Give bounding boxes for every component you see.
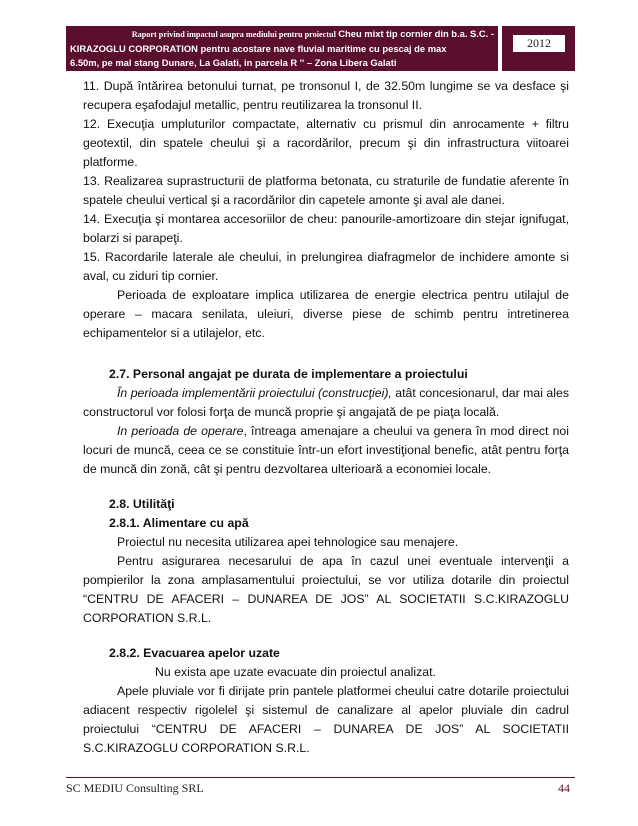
list-item-11: 11. După întărirea betonului turnat, pe tronsonul I, de 32.50m lungime se va desface şi recupera eşafodajul metallic, pentru reutilizarea la tronsonul II. — [83, 79, 569, 112]
header-title-line-2: KIRAZOGLU CORPORATION pentru acostare nave fluvial maritime cu pescaj de max — [70, 43, 447, 54]
page-header — [66, 26, 575, 71]
list-item-14: 14. Execuţia şi montarea accesoriilor de cheu: panourile-amortizoare din stejar ignifugat, bolarzi si parapeţi. — [83, 212, 569, 245]
paragraph-water-none: Proiectul nu necesita utilizarea apei tehnologice sau menajere. — [117, 535, 459, 549]
list-item-12: 12. Execuţia umpluturilor compactate, alternativ cu prismul din anrocamente + filtru geotextil, din spatele cheului şi a racordărilor, precum şi din infrastructura viitoarei platforme. — [83, 117, 569, 169]
document-body — [83, 77, 569, 758]
paragraph-water-firefighting: Pentru asigurarea necesarului de apa în cazul unei eventuale intervenţii a pompierilor la zona amplasamentului proiectului, se vor utiliza dotarile din proiectul “CENTRU DE AFACERI – DUNAREA DE JOS” AL SOCIETATII S.C.KIRAZOGLU CORPORATION S.R.L. — [83, 554, 569, 625]
page-number: 44 — [558, 781, 570, 795]
header-title-box — [66, 26, 498, 71]
paragraph-implementation: În perioada implementării proiectului (construcţiei), atât concesionarul, dar mai ales constructorul vor folosi forţa de muncă proprie şi angajată de pe piaţa locală. — [83, 386, 569, 419]
section-heading-2-8: 2.8. Utilităţi — [109, 497, 175, 511]
header-title-line-3: 6.50m, pe mal stang Dunare, La Galati, in parcela R '' – Zona Libera Galati — [70, 57, 397, 68]
section-heading-2-8-2: 2.8.2. Evacuarea apelor uzate — [109, 646, 280, 660]
paragraph-no-wastewater: Nu exista ape uzate evacuate din proiectul analizat. — [155, 665, 436, 679]
footer-company: SC MEDIU Consulting SRL — [66, 781, 204, 795]
header-year: 2012 — [513, 35, 565, 52]
list-item-15: 15. Racordarile laterale ale cheului, in prelungirea diafragmelor de inchidere amonte si aval, cu ziduri tip cornier. — [83, 250, 569, 283]
list-item-13: 13. Realizarea suprastructurii de platforma betonata, cu straturile de fundatie aferente în spatele cheului vertical şi a racordărilor din capetele amonte şi aval ale danei. — [83, 174, 569, 207]
exploitation-paragraph: Perioada de exploatare implica utilizarea de energie electrica pentru utilajul de operare – macara senilata, uleiuri, diverse piese de schimb pentru intretinerea echipamentelor si a utilajelor, etc. — [83, 288, 569, 340]
paragraph-rainwater: Apele pluviale vor fi dirijate prin pantele platformei cheului catre dotarile proiectului adiacent respectiv rigolelel şi sistemul de canalizare al apelor pluviale din cadrul proiectului “CENTRU DE AFACERI – DUNAREA DE JOS” AL SOCIETATII S.C.KIRAZOGLU CORPORATION S.R.L. — [83, 684, 569, 755]
paragraph-operation: In perioada de operare, întreaga amenajare a cheului va genera în mod direct noi locuri de muncă, ceea ce se constituie într-un efort investiţional benefic, atât pentru forţa de muncă din zonă, cât şi pentru dezvoltarea ulterioară a economiei locale. — [83, 424, 569, 476]
section-heading-2-7: 2.7. Personal angajat pe durata de implementare a proiectului — [109, 367, 468, 381]
header-title-line-1: Raport privind impactul asupra mediului pentru proiectul Cheu mixt tip cornier din b.a. S.C. - — [131, 28, 494, 39]
footer-divider — [66, 777, 575, 778]
header-year-box — [502, 26, 575, 71]
section-heading-2-8-1: 2.8.1. Alimentare cu apă — [109, 516, 249, 530]
